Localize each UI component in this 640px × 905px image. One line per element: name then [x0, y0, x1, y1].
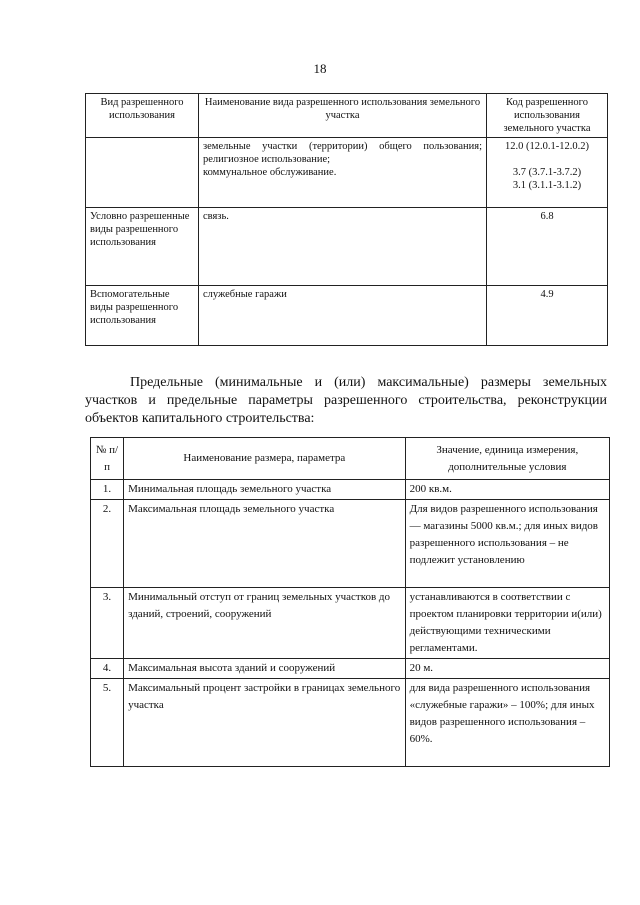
parameters-table	[90, 437, 610, 767]
table-row	[86, 138, 608, 208]
header-number: № п/п	[91, 438, 124, 480]
row-parameter-name: Максимальный процент застройки в границах земельного участка	[124, 679, 406, 767]
row-use-code: 4.9	[487, 286, 608, 346]
table-header-row	[86, 94, 608, 138]
row-use-name: служебные гаражи	[199, 286, 487, 346]
row-number: 1.	[91, 480, 124, 500]
header-use-name: Наименование вида разрешенного использования земельного участка	[199, 94, 487, 138]
use-code: 12.0 (12.0.1-12.0.2)	[505, 141, 589, 152]
row-number: 5.	[91, 679, 124, 767]
row-parameter-name: Максимальная высота зданий и сооружений	[124, 659, 406, 679]
page-number: 18	[313, 61, 327, 76]
use-name-line: земельные участки (территории) общего пользования;	[203, 141, 482, 152]
header-parameter-value: Значение, единица измерения, дополнительные условия	[405, 438, 609, 480]
row-number: 4.	[91, 659, 124, 679]
use-name-line: религиозное использование;	[203, 154, 331, 165]
table-row	[91, 500, 610, 588]
use-code: 3.1 (3.1.1-3.1.2)	[512, 180, 582, 191]
row-parameter-value: 200 кв.м.	[405, 480, 609, 500]
use-name-line: коммунальное обслуживание.	[203, 167, 337, 178]
row-parameter-value: Для видов разрешенного использования — магазины 5000 кв.м.; для иных видов разрешенного использования – не подлежит установлению	[405, 500, 609, 588]
row-parameter-name: Минимальная площадь земельного участка	[124, 480, 406, 500]
row-use-name: связь.	[199, 208, 487, 286]
row-use-kind	[86, 138, 199, 208]
row-use-names	[199, 138, 487, 208]
header-use-kind: Вид разрешенного использования	[86, 94, 199, 138]
row-parameter-value: устанавливаются в соответствии с проектом планировки территории и(или) действующими техническими регламентами.	[405, 588, 609, 659]
table-row	[86, 286, 608, 346]
table-header-row	[91, 438, 610, 480]
row-use-kind: Условно разрешенные виды разрешенного использования	[86, 208, 199, 286]
table-row	[86, 208, 608, 286]
row-number: 2.	[91, 500, 124, 588]
row-parameter-name: Минимальный отступ от границ земельных участков до зданий, строений, сооружений	[124, 588, 406, 659]
row-use-code: 6.8	[487, 208, 608, 286]
table-row	[91, 659, 610, 679]
table-row	[91, 480, 610, 500]
limits-paragraph: Предельные (минимальные и (или) максимальные) размеры земельных участков и предельные параметры разрешенного строительства, реконструкции объектов капитального строительства:	[85, 375, 607, 426]
use-code: 3.7 (3.7.1-3.7.2)	[512, 167, 582, 178]
row-use-codes	[487, 138, 608, 208]
permitted-use-table	[85, 93, 608, 346]
header-use-code: Код разрешенного использования земельного участка	[487, 94, 608, 138]
row-number: 3.	[91, 588, 124, 659]
row-parameter-value: для вида разрешенного использования «служебные гаражи» – 100%; для иных видов разрешенного использования – 60%.	[405, 679, 609, 767]
row-parameter-name: Максимальная площадь земельного участка	[124, 500, 406, 588]
table-row	[91, 588, 610, 659]
header-parameter-name: Наименование размера, параметра	[124, 438, 406, 480]
table-row	[91, 679, 610, 767]
row-use-kind: Вспомогательные виды разрешенного использования	[86, 286, 199, 346]
row-parameter-value: 20 м.	[405, 659, 609, 679]
